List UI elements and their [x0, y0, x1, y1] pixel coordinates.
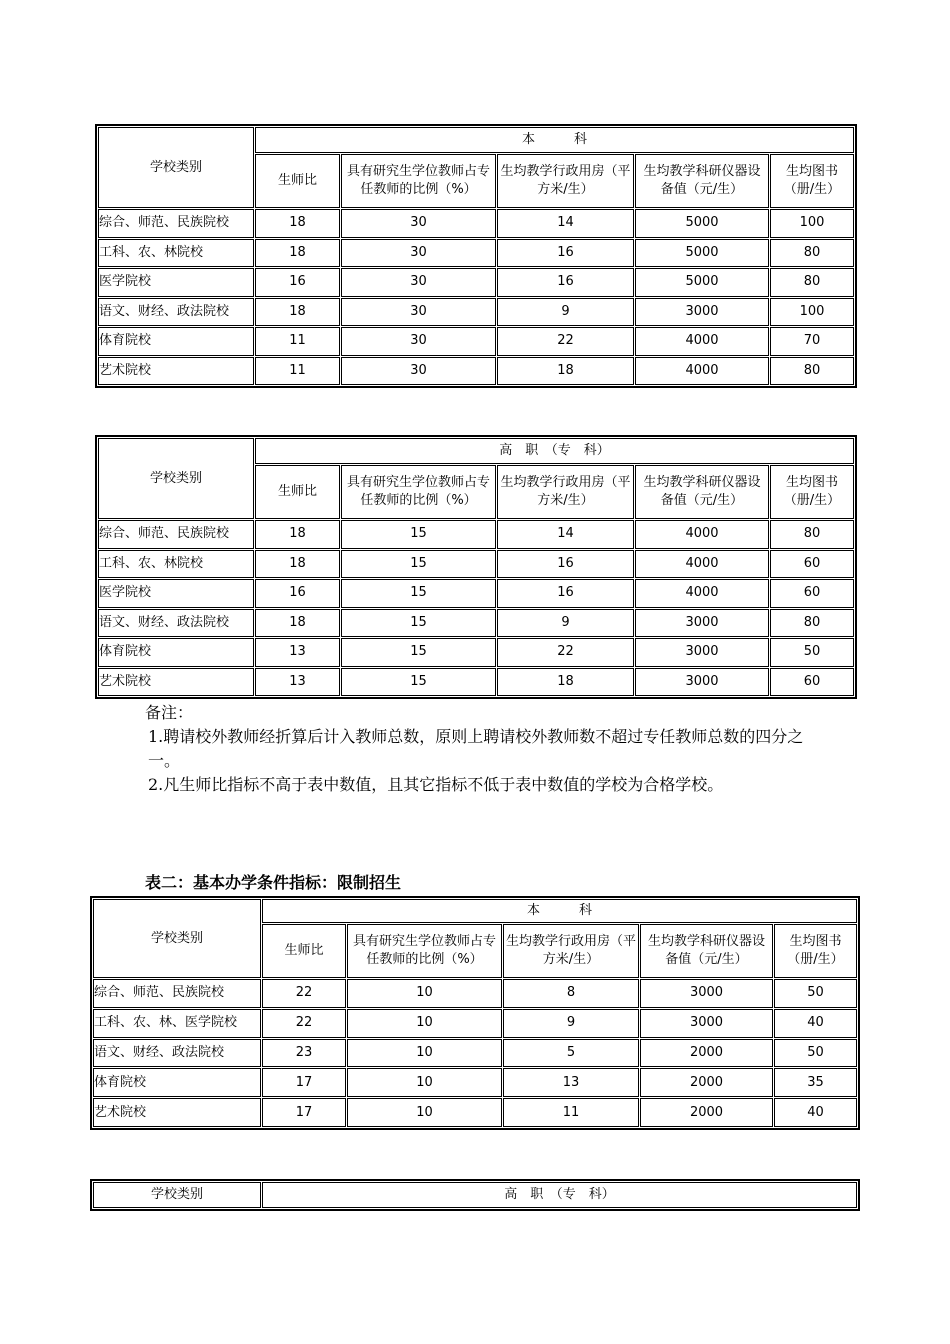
cell: 4000	[635, 327, 769, 356]
cell: 16	[497, 268, 634, 297]
row-category: 艺术院校	[98, 357, 254, 386]
cell: 16	[497, 239, 634, 268]
cell: 10	[347, 1039, 502, 1068]
col-header: 生均图书（册/生）	[770, 154, 854, 208]
cell: 35	[774, 1068, 857, 1097]
note-item: 2.凡生师比指标不高于表中数值，且其它指标不低于表中数值的学校为合格学校。	[148, 775, 724, 794]
row-category: 语文、财经、政法院校	[98, 298, 254, 327]
cell: 14	[497, 520, 634, 549]
table-row	[93, 1098, 857, 1127]
table-row	[98, 609, 854, 638]
cell: 80	[770, 357, 854, 386]
cell: 9	[497, 609, 634, 638]
cell: 15	[341, 638, 496, 667]
row-category: 工科、农、林院校	[98, 550, 254, 579]
cell: 80	[770, 520, 854, 549]
cell: 100	[770, 209, 854, 238]
cell: 3000	[635, 668, 769, 697]
cell: 5000	[635, 239, 769, 268]
cat-header: 学校类别	[93, 899, 261, 978]
cell: 22	[262, 1009, 346, 1038]
cell: 3000	[640, 979, 773, 1008]
table-undergrad-restricted	[90, 896, 860, 1130]
col-header: 生均教学行政用房（平方米/生）	[503, 924, 639, 978]
cell: 3000	[635, 638, 769, 667]
row-category: 体育院校	[98, 638, 254, 667]
row-category: 工科、农、林、医学院校	[93, 1009, 261, 1038]
cell: 23	[262, 1039, 346, 1068]
cell: 8	[503, 979, 639, 1008]
table-row	[98, 520, 854, 549]
cell: 4000	[635, 357, 769, 386]
cell: 22	[262, 979, 346, 1008]
cell: 9	[497, 298, 634, 327]
col-header: 生均图书（册/生）	[774, 924, 857, 978]
col-header: 生均教学科研仪器设备值（元/生）	[640, 924, 773, 978]
table-row	[98, 579, 854, 608]
cell: 5	[503, 1039, 639, 1068]
table-row	[98, 209, 854, 238]
cell: 13	[255, 638, 340, 667]
table-row	[93, 979, 857, 1008]
cell: 17	[262, 1098, 346, 1127]
cell: 5000	[635, 209, 769, 238]
cell: 10	[347, 1009, 502, 1038]
cell: 18	[255, 239, 340, 268]
table-row	[98, 357, 854, 386]
row-category: 艺术院校	[98, 668, 254, 697]
row-category: 语文、财经、政法院校	[93, 1039, 261, 1068]
cell: 15	[341, 668, 496, 697]
table-row	[93, 1039, 857, 1068]
col-header: 生师比	[262, 924, 346, 978]
table-undergrad-qualified	[95, 124, 857, 388]
cell: 11	[255, 327, 340, 356]
cell: 15	[341, 520, 496, 549]
row-category: 综合、师范、民族院校	[93, 979, 261, 1008]
col-header: 生均图书（册/生）	[770, 465, 854, 519]
cell: 18	[497, 668, 634, 697]
cell: 50	[774, 1039, 857, 1068]
cell: 5000	[635, 268, 769, 297]
col-header: 生均教学科研仪器设备值（元/生）	[635, 154, 769, 208]
table-row	[98, 298, 854, 327]
cell: 16	[255, 579, 340, 608]
cell: 16	[497, 579, 634, 608]
col-header: 生均教学行政用房（平方米/生）	[497, 465, 634, 519]
cell: 80	[770, 609, 854, 638]
cell: 16	[255, 268, 340, 297]
cell: 30	[341, 239, 496, 268]
cell: 4000	[635, 520, 769, 549]
cell: 40	[774, 1009, 857, 1038]
cat-header: 学校类别	[98, 127, 254, 208]
cell: 10	[347, 1068, 502, 1097]
cell: 17	[262, 1068, 346, 1097]
table-row	[98, 638, 854, 667]
cell: 80	[770, 239, 854, 268]
cell: 22	[497, 638, 634, 667]
cat-header: 学校类别	[98, 438, 254, 519]
col-header: 生师比	[255, 465, 340, 519]
note-item: 1.聘请校外教师经折算后计入教师总数，原则上聘请校外教师数不超过专任教师总数的四分之一。	[148, 727, 804, 770]
cell: 60	[770, 579, 854, 608]
table-row	[98, 239, 854, 268]
cell: 30	[341, 209, 496, 238]
cell: 3000	[635, 298, 769, 327]
cell: 18	[497, 357, 634, 386]
cell: 2000	[640, 1098, 773, 1127]
row-category: 综合、师范、民族院校	[98, 209, 254, 238]
cell: 2000	[640, 1039, 773, 1068]
col-header: 具有研究生学位教师占专任教师的比例（%）	[341, 154, 496, 208]
cell: 4000	[635, 550, 769, 579]
cell: 3000	[635, 609, 769, 638]
cell: 80	[770, 268, 854, 297]
cell: 18	[255, 609, 340, 638]
section-title: 表二：基本办学条件指标：限制招生	[145, 873, 402, 892]
cell: 100	[770, 298, 854, 327]
cell: 18	[255, 550, 340, 579]
cell: 50	[774, 979, 857, 1008]
group-header: 本 科	[262, 899, 857, 923]
col-header: 具有研究生学位教师占专任教师的比例（%）	[341, 465, 496, 519]
row-category: 医学院校	[98, 268, 254, 297]
cell: 70	[770, 327, 854, 356]
table-vocational-restricted	[90, 1179, 860, 1211]
cell: 60	[770, 550, 854, 579]
cat-header: 学校类别	[93, 1182, 261, 1208]
table-vocational-qualified	[95, 435, 857, 699]
cell: 10	[347, 1098, 502, 1127]
row-category: 综合、师范、民族院校	[98, 520, 254, 549]
data-table	[92, 898, 858, 1128]
cell: 13	[255, 668, 340, 697]
cell: 4000	[635, 579, 769, 608]
cell: 15	[341, 579, 496, 608]
table-row	[98, 327, 854, 356]
cell: 18	[255, 520, 340, 549]
cell: 15	[341, 550, 496, 579]
cell: 30	[341, 357, 496, 386]
row-category: 艺术院校	[93, 1098, 261, 1127]
col-header: 生师比	[255, 154, 340, 208]
table-row	[93, 1009, 857, 1038]
cell: 3000	[640, 1009, 773, 1038]
cell: 15	[341, 609, 496, 638]
col-header: 生均教学行政用房（平方米/生）	[497, 154, 634, 208]
cell: 14	[497, 209, 634, 238]
cell: 50	[770, 638, 854, 667]
cell: 18	[255, 298, 340, 327]
cell: 16	[497, 550, 634, 579]
cell: 22	[497, 327, 634, 356]
cell: 18	[255, 209, 340, 238]
row-category: 医学院校	[98, 579, 254, 608]
data-table	[92, 1181, 858, 1209]
cell: 2000	[640, 1068, 773, 1097]
group-header: 高 职 （专 科）	[262, 1182, 857, 1208]
table-row	[98, 268, 854, 297]
notes	[145, 701, 825, 797]
cell: 11	[255, 357, 340, 386]
cell: 60	[770, 668, 854, 697]
cell: 11	[503, 1098, 639, 1127]
table-row	[98, 668, 854, 697]
group-header: 本 科	[255, 127, 854, 153]
row-category: 体育院校	[93, 1068, 261, 1097]
table-row	[98, 550, 854, 579]
cell: 10	[347, 979, 502, 1008]
cell: 30	[341, 327, 496, 356]
notes-title: 备注：	[145, 703, 194, 722]
cell: 30	[341, 268, 496, 297]
cell: 13	[503, 1068, 639, 1097]
cell: 40	[774, 1098, 857, 1127]
row-category: 体育院校	[98, 327, 254, 356]
table-row	[93, 1068, 857, 1097]
col-header: 具有研究生学位教师占专任教师的比例（%）	[347, 924, 502, 978]
cell: 9	[503, 1009, 639, 1038]
col-header: 生均教学科研仪器设备值（元/生）	[635, 465, 769, 519]
cell: 30	[341, 298, 496, 327]
row-category: 语文、财经、政法院校	[98, 609, 254, 638]
data-table	[97, 437, 855, 697]
group-header: 高 职 （专 科）	[255, 438, 854, 464]
data-table	[97, 126, 855, 386]
row-category: 工科、农、林院校	[98, 239, 254, 268]
